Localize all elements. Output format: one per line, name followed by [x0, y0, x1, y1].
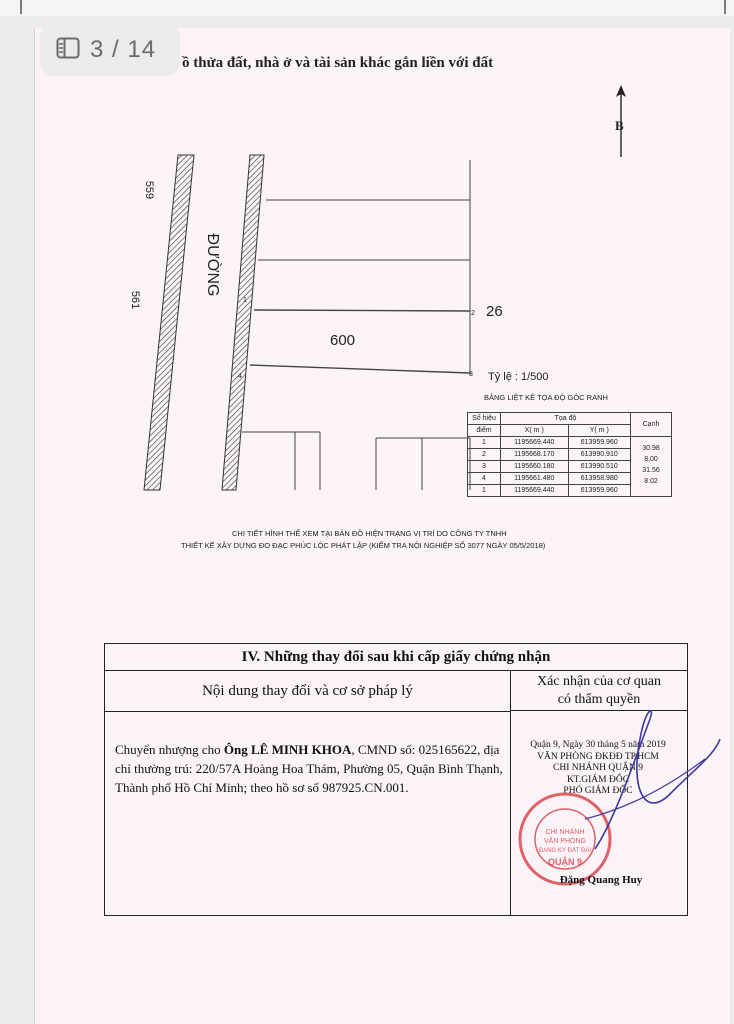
road-edge-right [222, 155, 264, 490]
changes-col-left-header: Nội dung thay đổi và cơ sở pháp lý [105, 671, 510, 712]
document-header-title: ồ thửa đất, nhà ở và tài sản khác gắn liền với đất [182, 55, 494, 71]
corner-decoration [12, 0, 30, 16]
point-4-label: 4 [238, 373, 242, 380]
edge-value: 30.98 [642, 445, 660, 452]
point-1-label: 1 [243, 297, 247, 304]
page-number-text: 3 / 14 [90, 36, 157, 63]
svg-text:ĐĂNG KÝ ĐẤT ĐAI: ĐĂNG KÝ ĐẤT ĐAI [538, 848, 592, 854]
table-row: 2 1195668.170 613990.910 [468, 449, 672, 461]
edge-value: 8.00 [644, 456, 658, 463]
north-label: B [615, 118, 624, 133]
page-list-icon [56, 37, 80, 64]
confirm-branch: CHI NHÁNH QUẬN 9 [553, 763, 643, 773]
table-row: 3 1195660.180 613990.510 [468, 461, 672, 473]
table-row: 4 1195661.480 613958.980 [468, 473, 672, 485]
road-label: ĐƯỜNG [204, 233, 221, 297]
coord-header-id: Số hiệu [468, 413, 501, 425]
point-3-label: 3 [469, 371, 473, 378]
confirm-role: PHÓ GIÁM ĐỐC [563, 786, 633, 796]
parcel-600-label: 600 [330, 332, 356, 349]
changes-content: Chuyển nhượng cho Ông LÊ MINH KHOA, CMND số: 025165622, địa chỉ thường trú: 220/57A Hoàng Hoa Thám, Phường 05, Quận Bình Thạnh, Thành phố Hồ Chí Minh; theo hồ sơ số 987925.CN.001. [115, 742, 503, 795]
coord-header-x: X( m ) [501, 425, 569, 437]
svg-text:QUẬN 9: QUẬN 9 [547, 857, 583, 867]
signer-name: Đặng Quang Huy [559, 874, 643, 886]
map-note-line1: CHI TIẾT HÌNH THỂ XEM TẠI BẢN ĐỒ HIỆN TRẠNG VỊ TRÍ DO CÔNG TY TNHH [232, 529, 507, 538]
point-2-label: 2 [471, 310, 475, 317]
signature [575, 699, 725, 889]
column-divider [510, 671, 511, 916]
coord-header-y: Y( m ) [568, 425, 631, 437]
confirm-date: Quận 9, Ngày 30 tháng 5 năm 2019 [530, 740, 666, 750]
confirm-kt: KT.GIÁM ĐỐC [566, 774, 630, 785]
confirm-office: VĂN PHÒNG ĐKĐĐ TP.HCM [537, 751, 659, 762]
svg-text:VĂN PHÒNG: VĂN PHÒNG [543, 838, 587, 845]
coord-header-canh: Cạnh [631, 413, 672, 437]
corner-decoration [716, 0, 734, 16]
changes-section-title: IV. Những thay đổi sau khi cấp giấy chứng nhận [105, 644, 687, 671]
edge-value: 31.56 [642, 467, 660, 474]
map-scale: Tỷ lệ : 1/500 [488, 371, 549, 383]
viewer-top-bar [0, 0, 734, 16]
parcel-559-label: 559 [143, 180, 155, 200]
svg-text:CHI NHÁNH: CHI NHÁNH [545, 829, 585, 836]
parcel-26-label: 26 [486, 303, 503, 320]
coord-header-toado: Tọa độ [501, 413, 631, 425]
table-row: 1 1195669.440 613959.960 [468, 485, 672, 497]
changes-col-right-header: Xác nhận của cơ quan có thẩm quyền [511, 671, 687, 711]
parcel-map [129, 150, 503, 510]
coord-table [467, 412, 672, 497]
parcel-561-label: 561 [129, 290, 141, 310]
road-edge-left [144, 155, 194, 490]
map-note-line2: THIẾT KẾ XÂY DỰNG ĐO ĐẠC PHÚC LỘC PHÁT LẬP (KIỂM TRA NỘI NGHIỆP SỐ 3077 NGÀY 05/5/2018) [181, 541, 546, 550]
coord-table-title: BẢNG LIỆT KÊ TỌA ĐỘ GÓC RANH [484, 393, 608, 402]
page-indicator[interactable] [40, 24, 180, 76]
edge-value: 8.02 [644, 478, 658, 485]
coord-header-diem: điểm [468, 425, 501, 437]
changes-section [104, 643, 688, 916]
table-row: 1 1195669.440 613959.960 30.98 8.00 31.56 8.02 [468, 437, 672, 449]
